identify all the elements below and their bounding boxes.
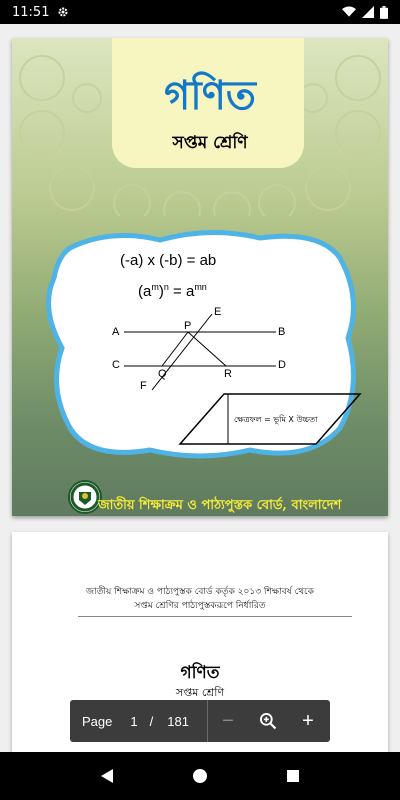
divider <box>78 616 352 617</box>
geometry-diagram <box>12 38 388 516</box>
wifi-icon <box>342 6 356 18</box>
approval-line-1: জাতীয় শিক্ষাক্রম ও পাঠ্যপুস্তক বোর্ড কর্তৃক ২০১৩ শিক্ষাবর্ষ থেকে <box>86 587 314 597</box>
gear-icon <box>57 6 69 18</box>
point-label-p: P <box>184 320 192 332</box>
point-label-b: B <box>278 326 286 338</box>
point-label-d: D <box>278 359 286 371</box>
home-button[interactable] <box>180 756 220 796</box>
area-formula: ক্ষেত্রফল = ভূমি X উচ্চতা <box>234 415 318 424</box>
point-label-c: C <box>112 359 120 371</box>
page2-subtitle: সপ্তম শ্রেণি <box>175 686 225 699</box>
recents-button[interactable] <box>273 756 313 796</box>
total-pages: 181 <box>167 713 189 729</box>
point-label-f: F <box>140 380 147 392</box>
status-time: 11:51 <box>12 4 50 20</box>
page-label: Page <box>82 713 113 729</box>
signal-icon <box>362 6 374 18</box>
zoom-icon <box>258 711 278 731</box>
formula-exponent-m: m <box>151 282 159 292</box>
status-bar <box>0 0 400 24</box>
home-circle-icon <box>192 768 208 784</box>
book-title: গণিত <box>164 72 256 119</box>
page-separator: / <box>149 713 154 729</box>
formula-exponent-eq: = a <box>173 283 195 300</box>
pdf-viewer[interactable] <box>0 24 400 752</box>
point-label-a: A <box>112 326 120 338</box>
point-label-q: Q <box>158 368 167 380</box>
zoom-out-button[interactable]: − <box>222 709 234 732</box>
zoom-fit-button[interactable] <box>248 700 288 742</box>
zoom-in-button[interactable]: + <box>302 709 314 732</box>
back-button[interactable] <box>87 756 127 796</box>
pdf-toolbar <box>70 700 330 742</box>
book-class: সপ্তম শ্রেণি <box>172 133 248 153</box>
formula-exponent-close: ) <box>158 283 164 300</box>
pdf-page-cover <box>12 38 388 516</box>
board-logo <box>68 480 102 514</box>
formula-exponent-mn: mn <box>194 282 207 292</box>
recents-square-icon <box>286 769 300 783</box>
point-label-e: E <box>214 306 222 318</box>
point-label-r: R <box>224 368 232 380</box>
formula-exponent-base: (a <box>138 283 152 300</box>
navigation-bar <box>0 752 400 800</box>
current-page[interactable]: 1 <box>130 713 138 729</box>
page2-title: গণিত <box>180 663 220 683</box>
back-triangle-icon <box>100 768 114 784</box>
formula-product-signs: (-a) x (-b) = ab <box>120 252 217 269</box>
page-indicator[interactable] <box>70 700 208 742</box>
battery-icon <box>380 6 388 19</box>
approval-line-2: সপ্তম শ্রেণির পাঠ্যপুস্তকরূপে নির্ধারিত <box>134 601 266 611</box>
publisher-name: জাতীয় শিক্ষাক্রম ও পাঠ্যপুস্তক বোর্ড, বাংলাদেশ <box>98 498 342 513</box>
formula-exponent-n: n <box>163 282 169 292</box>
